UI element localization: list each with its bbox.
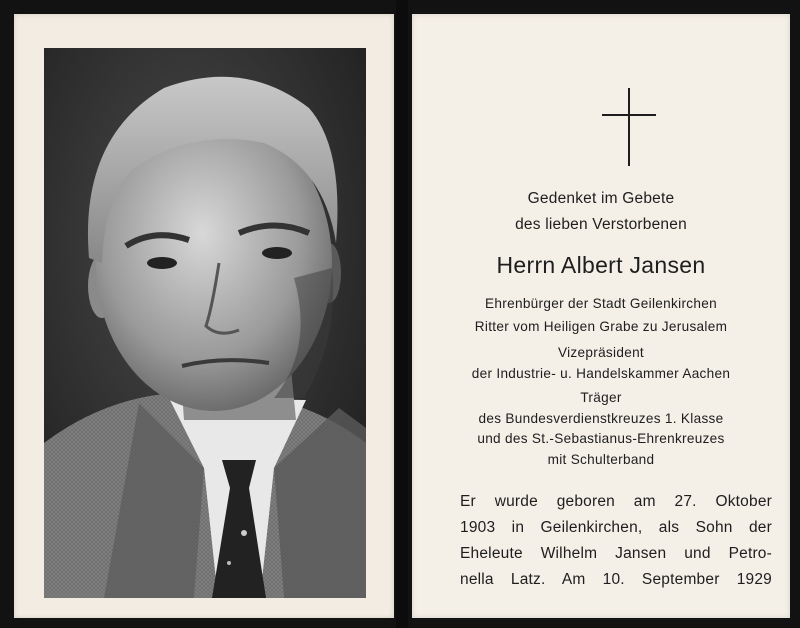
- title-line: Vizepräsident: [557, 345, 645, 360]
- text-card: [412, 14, 790, 618]
- title-line: des Bundesverdienstkreuzes 1. Klasse: [478, 411, 724, 426]
- title-line: und des St.-Sebastianus-Ehrenkreuzes: [477, 431, 725, 446]
- title-line: Ritter vom Heiligen Grabe zu Jerusalem: [474, 319, 728, 334]
- photo-card: [14, 14, 394, 618]
- portrait-photo: [44, 48, 366, 598]
- deceased-name: Herrn Albert Jansen: [496, 252, 706, 278]
- bio-line: Er wurde geboren am 27. Oktober: [460, 493, 772, 510]
- title-line: mit Schulterband: [547, 452, 655, 467]
- card-fold: [396, 0, 408, 628]
- bio-line: 1903 in Geilenkirchen, als Sohn der: [460, 519, 772, 536]
- prayer-line-1: Gedenket im Gebete: [527, 190, 675, 207]
- prayer-line-2: des lieben Verstorbenen: [515, 216, 687, 233]
- title-line: Ehrenbürger der Stadt Geilenkirchen: [485, 296, 717, 311]
- bio-line: Eheleute Wilhelm Jansen und Petro-: [460, 545, 772, 562]
- cross-icon: [602, 88, 656, 166]
- title-line: der Industrie- u. Handelskammer Aachen: [471, 366, 731, 381]
- bio-line: nella Latz. Am 10. September 1929: [460, 571, 772, 588]
- title-line: Träger: [580, 390, 622, 405]
